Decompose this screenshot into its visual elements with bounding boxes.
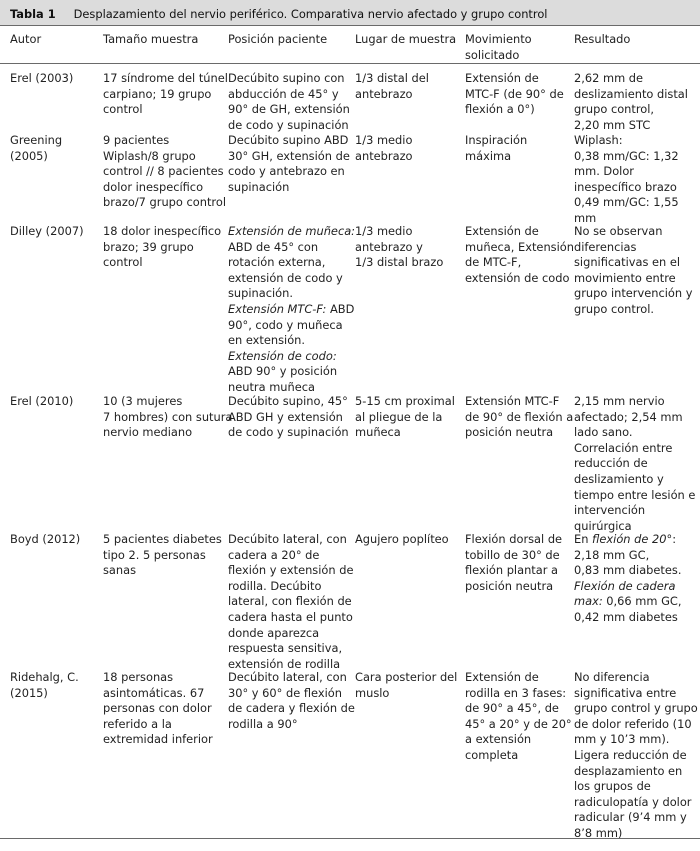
- cell-author: [10, 71, 96, 87]
- cell-line: posición neutra: [465, 578, 554, 593]
- cell-line: Ligera reducción de: [574, 747, 687, 762]
- cell-line: 17 síndrome del túnel: [103, 71, 228, 85]
- cell-line: 5 pacientes diabetes: [103, 532, 222, 546]
- cell-author: [10, 532, 96, 548]
- cell-line: 18 personas: [103, 670, 174, 684]
- cell-line: Decúbito lateral, con: [228, 670, 347, 684]
- cell-line: 90°, codo y muñeca: [228, 317, 343, 332]
- header-line: Movimiento: [465, 32, 532, 46]
- cell-line: 1/3 distal del: [355, 71, 429, 85]
- cell-line: 18 dolor inespecífico: [103, 224, 222, 238]
- cell-line: desplazamiento en: [574, 763, 683, 778]
- table-title: Desplazamiento del nervio periférico. Comparativa nervio afectado y grupo control: [73, 7, 548, 21]
- cell-author: [10, 670, 96, 701]
- cell-result: [574, 133, 696, 227]
- cell-line: 9 pacientes: [103, 133, 170, 147]
- cell-line: codo y antebrazo en: [228, 164, 345, 179]
- cell-line: lateral, con flexión de: [228, 594, 352, 609]
- cell-site: [355, 532, 457, 548]
- cell-line: carpiano; 19 grupo: [103, 86, 212, 101]
- cell-result: [574, 224, 696, 318]
- cell-line: En flexión de 20°:: [574, 532, 677, 546]
- cell-result: [574, 394, 696, 534]
- cell-line: No diferencia: [574, 670, 650, 684]
- cell-line: donde aparezca: [228, 625, 320, 640]
- cell-site: [355, 670, 457, 701]
- cell-line: personas con dolor: [103, 701, 212, 716]
- cell-line: mm. Dolor: [574, 164, 634, 179]
- header-line: Posición paciente: [228, 32, 328, 46]
- cell-movement: [465, 133, 573, 164]
- table-bottom-rule: [0, 838, 700, 839]
- cell-line: extremidad inferior: [103, 732, 213, 747]
- cell-line: dolor inespecífico: [103, 179, 204, 194]
- cell-line: 5-15 cm proximal: [355, 394, 455, 408]
- cell-line: diferencias: [574, 239, 637, 254]
- cell-line: posición neutra: [465, 425, 554, 440]
- cell-line: Inspiración: [465, 133, 528, 147]
- cell-line: muñeca: [355, 425, 401, 440]
- cell-line: significativa entre: [574, 685, 677, 700]
- cell-line: Dilley (2007): [10, 224, 84, 238]
- cell-line: deslizamiento y: [574, 471, 664, 486]
- cell-line: Extensión de codo:: [228, 348, 337, 363]
- cell-line: Ridehalg, C.: [10, 670, 79, 684]
- cell-line: Extensión MTC-F: [465, 394, 560, 408]
- table-caption: [0, 0, 700, 26]
- cell-line: brazo/7 grupo control: [103, 195, 226, 210]
- cell-line: ABD de 45° con: [228, 239, 319, 254]
- cell-line: tobillo de 30° de: [465, 547, 560, 562]
- cell-line: mm: [574, 210, 597, 225]
- cell-sample: [103, 670, 221, 748]
- cell-line: Cara posterior del: [355, 670, 458, 684]
- cell-line: neutra muñeca: [228, 379, 315, 394]
- cell-line: 30° GH, extensión de: [228, 148, 350, 163]
- cell-line: grupo control.: [574, 301, 655, 316]
- cell-line: Decúbito lateral, con: [228, 532, 347, 546]
- cell-movement: [465, 71, 573, 118]
- cell-line: completa: [465, 747, 519, 762]
- cell-line: de MTC-F,: [465, 255, 522, 270]
- cell-sample: [103, 133, 226, 211]
- cell-line: radicular (9’4 mm y: [574, 810, 687, 825]
- cell-line: muñeca, Extensión: [465, 239, 574, 254]
- header-line: Resultado: [574, 32, 631, 46]
- cell-movement: [465, 394, 573, 441]
- cell-line: control: [103, 255, 143, 270]
- cell-line: supinación.: [228, 286, 293, 301]
- header-line: Lugar de muestra: [355, 32, 457, 46]
- cell-site: [355, 394, 457, 441]
- cell-line: ABD GH y extensión: [228, 409, 343, 424]
- cell-line: Extensión de muñeca:: [228, 224, 356, 238]
- cell-line: Correlación entre: [574, 440, 673, 455]
- header-author: [10, 32, 96, 48]
- cell-line: de 90° a 45°, de: [465, 701, 559, 716]
- cell-line: Wiplash/8 grupo: [103, 148, 196, 163]
- cell-line: 0,42 mm diabetes: [574, 609, 678, 624]
- cell-line: de 90° de flexión a: [465, 409, 574, 424]
- cell-line: 2,15 mm nervio: [574, 394, 665, 408]
- cell-line: asintomáticas. 67: [103, 685, 205, 700]
- header-position: [228, 32, 348, 48]
- cell-line: flexión y extensión de: [228, 563, 354, 578]
- table-header: [0, 26, 700, 64]
- cell-line: abducción de 45° y: [228, 86, 339, 101]
- cell-position: [228, 224, 356, 396]
- cell-line: 1/3 distal brazo: [355, 255, 444, 270]
- cell-line: rodilla a 90°: [228, 716, 298, 731]
- cell-line: en extensión.: [228, 333, 305, 348]
- cell-line: máxima: [465, 148, 512, 163]
- cell-result: [574, 71, 696, 133]
- header-line: Tamaño muestra: [103, 32, 199, 46]
- cell-sample: [103, 394, 233, 441]
- cell-line: Extensión de: [465, 224, 539, 238]
- cell-line: muslo: [355, 685, 390, 700]
- cell-line: rodilla. Decúbito: [228, 578, 322, 593]
- cell-line: inespecífico brazo: [574, 179, 677, 194]
- cell-line: flexión plantar a: [465, 563, 559, 578]
- cell-line: 0,38 mm/GC: 1,32: [574, 148, 679, 163]
- cell-line: (2005): [10, 148, 48, 163]
- cell-line: Extensión de: [465, 670, 539, 684]
- cell-line: reducción de: [574, 456, 648, 471]
- cell-result: [574, 670, 696, 842]
- cell-site: [355, 133, 457, 164]
- cell-line: 8’8 mm): [574, 825, 623, 840]
- cell-line: Flexión de cadera: [574, 578, 676, 593]
- cell-line: Erel (2003): [10, 71, 74, 85]
- cell-line: de cadera y flexión de: [228, 701, 355, 716]
- cell-line: movimiento entre: [574, 270, 676, 285]
- cell-position: [228, 394, 348, 441]
- cell-line: 10 (3 mujeres: [103, 394, 183, 408]
- cell-line: No se observan: [574, 224, 663, 238]
- cell-line: lado sano.: [574, 425, 633, 440]
- cell-line: 90° de GH, extensión: [228, 102, 350, 117]
- cell-line: Agujero poplíteo: [355, 532, 449, 546]
- cell-line: los grupos de: [574, 779, 651, 794]
- cell-line: afectado; 2,54 mm: [574, 409, 683, 424]
- header-movement: [465, 32, 573, 63]
- cell-line: referido a la: [103, 716, 172, 731]
- cell-line: Wiplash:: [574, 133, 623, 147]
- cell-line: tipo 2. 5 personas: [103, 547, 206, 562]
- cell-line: antebrazo: [355, 86, 413, 101]
- cell-line: respuesta sensitiva,: [228, 641, 343, 656]
- cell-site: [355, 224, 457, 271]
- cell-line: antebrazo y: [355, 239, 423, 254]
- cell-line: Flexión dorsal de: [465, 532, 563, 546]
- cell-line: 7 hombres) con sutura: [103, 409, 233, 424]
- cell-line: 2,20 mm STC: [574, 117, 651, 132]
- cell-line: al pliegue de la: [355, 409, 443, 424]
- header-line: solicitado: [465, 47, 520, 62]
- cell-line: 0,49 mm/GC: 1,55: [574, 195, 679, 210]
- header-site: [355, 32, 457, 48]
- cell-line: 2,18 mm GC,: [574, 547, 650, 562]
- cell-line: (2015): [10, 685, 48, 700]
- cell-line: extensión de codo y: [228, 270, 343, 285]
- header-sample: [103, 32, 221, 48]
- cell-line: Extensión de: [465, 71, 539, 85]
- table-label: Tabla 1: [10, 7, 56, 21]
- cell-line: 1/3 medio: [355, 133, 413, 147]
- cell-line: 45° a 20° y de 20°: [465, 716, 572, 731]
- cell-line: 2,62 mm de: [574, 71, 644, 85]
- cell-line: 0,83 mm diabetes.: [574, 563, 682, 578]
- cell-line: max: 0,66 mm GC,: [574, 594, 682, 609]
- cell-line: tiempo entre lesión e: [574, 487, 696, 502]
- cell-line: de dolor referido (10: [574, 716, 692, 731]
- cell-line: Decúbito supino ABD: [228, 133, 349, 147]
- cell-line: control // 8 pacientes: [103, 164, 224, 179]
- cell-result: [574, 532, 696, 626]
- cell-movement: [465, 532, 573, 594]
- cell-line: de codo y supinación: [228, 117, 349, 132]
- cell-author: [10, 133, 96, 164]
- cell-line: extensión de codo: [465, 270, 570, 285]
- cell-line: Erel (2010): [10, 394, 74, 408]
- cell-author: [10, 394, 96, 410]
- cell-line: control: [103, 102, 143, 117]
- cell-sample: [103, 224, 221, 271]
- cell-line: nervio mediano: [103, 425, 193, 440]
- cell-line: a extensión: [465, 732, 532, 747]
- cell-line: cadera a 20° de: [228, 547, 320, 562]
- cell-line: antebrazo: [355, 148, 413, 163]
- cell-line: MTC-F (de 90° de: [465, 86, 564, 101]
- cell-author: [10, 224, 96, 240]
- cell-line: Boyd (2012): [10, 532, 81, 546]
- cell-position: [228, 532, 354, 672]
- cell-line: de codo y supinación: [228, 425, 349, 440]
- cell-line: Decúbito supino, 45°: [228, 394, 348, 408]
- cell-line: quirúrgica: [574, 518, 632, 533]
- cell-line: significativas en el: [574, 255, 681, 270]
- cell-line: radiculopatía y dolor: [574, 794, 692, 809]
- cell-line: Decúbito supino con: [228, 71, 345, 85]
- header-line: Autor: [10, 32, 42, 46]
- cell-sample: [103, 71, 228, 118]
- cell-line: grupo control,: [574, 102, 655, 117]
- cell-line: Extensión MTC-F: ABD: [228, 301, 355, 316]
- cell-line: sanas: [103, 563, 137, 578]
- cell-line: brazo; 39 grupo: [103, 239, 194, 254]
- cell-line: Greening: [10, 133, 63, 147]
- cell-movement: [465, 670, 573, 764]
- cell-line: rotación externa,: [228, 255, 326, 270]
- cell-site: [355, 71, 457, 102]
- cell-line: supinación: [228, 179, 290, 194]
- cell-line: intervención: [574, 503, 646, 518]
- cell-position: [228, 670, 355, 732]
- cell-sample: [103, 532, 221, 579]
- cell-line: 1/3 medio: [355, 224, 413, 238]
- cell-line: deslizamiento distal: [574, 86, 688, 101]
- cell-line: mm y 10’3 mm).: [574, 732, 670, 747]
- cell-line: rodilla en 3 fases:: [465, 685, 567, 700]
- header-result: [574, 32, 696, 48]
- cell-line: flexión a 0°): [465, 102, 535, 117]
- cell-line: grupo intervención y: [574, 286, 693, 301]
- cell-position: [228, 133, 348, 195]
- cell-line: 30° y 60° de flexión: [228, 685, 342, 700]
- cell-line: extensión de rodilla: [228, 656, 341, 671]
- cell-line: cadera hasta el punto: [228, 609, 353, 624]
- cell-movement: [465, 224, 573, 286]
- cell-position: [228, 71, 348, 133]
- cell-line: ABD 90° y posición: [228, 364, 338, 379]
- cell-line: grupo control y grupo: [574, 701, 698, 716]
